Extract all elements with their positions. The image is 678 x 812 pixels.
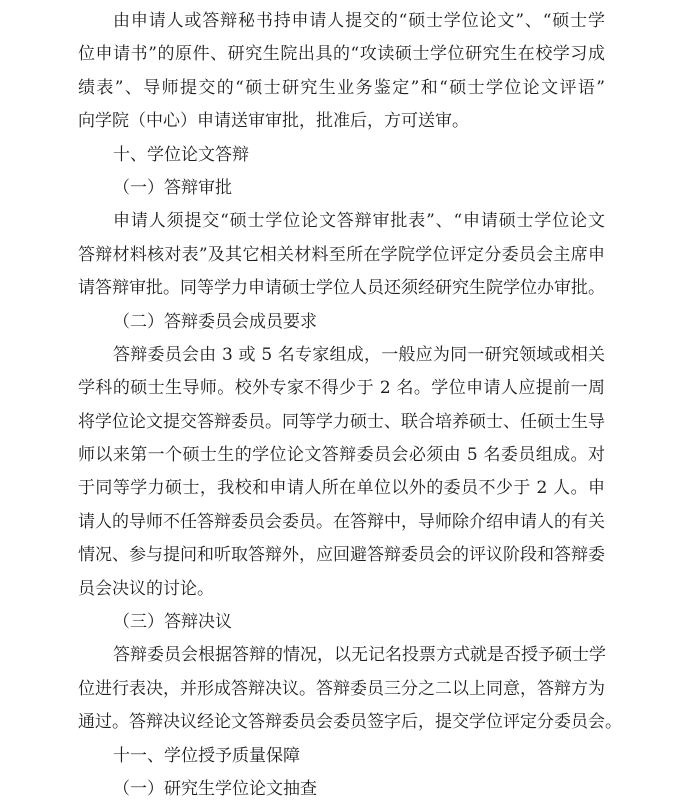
section-heading <box>78 773 605 806</box>
text-line: 由申请人或答辩秘书持申请人提交的“硕士学位论文”、“硕士学 <box>113 11 605 31</box>
document-body <box>78 5 622 806</box>
text-line: 师以来第一个硕士生的学位论文答辩委员会必须由 5 名委员组成。对 <box>78 445 605 466</box>
text-line: 情况、参与提问和听取答辩外，应回避答辩委员会的评议阶段和答辩委 <box>78 545 605 566</box>
text-line: 答辩材料核对表”及其它相关材料至所在学院学位评定分委员会主席申 <box>78 244 605 265</box>
text-line: 将学位论文提交答辩委员。同等学力硕士、联合培养硕士、任硕士生导 <box>78 411 605 432</box>
section-heading <box>78 606 605 639</box>
text-line: 位申请书”的原件、研究生院出具的“攻读硕士学位研究生在校学习成 <box>78 44 605 65</box>
paragraph <box>78 639 622 739</box>
text-line: 员会决议的讨论。 <box>78 578 214 599</box>
text-line: 请答辩审批。同等学力申请硕士学位人员还须经研究生院学位办审批。 <box>78 278 605 299</box>
text-line: （三）答辩决议 <box>113 612 232 633</box>
section-heading <box>78 306 605 339</box>
text-line: 位进行表决，并形成答辩决议。答辩委员三分之二以上同意，答辩方为 <box>78 678 605 699</box>
paragraph <box>78 5 605 139</box>
text-line: （二）答辩委员会成员要求 <box>113 311 317 332</box>
text-line: 答辩委员会根据答辩的情况，以无记名投票方式就是否授予硕士学 <box>113 645 606 666</box>
text-line: 答辩委员会由 3 或 5 名专家组成，一般应为同一研究领域或相关 <box>113 344 605 365</box>
text-line: 学科的硕士生导师。校外专家不得少于 2 名。学位申请人应提前一周 <box>78 378 605 399</box>
text-line: 绩表”、导师提交的“硕士研究生业务鉴定”和“硕士学位论文评语” <box>78 77 605 98</box>
text-line: （一）研究生学位论文抽查 <box>113 778 317 799</box>
section-heading <box>78 740 605 773</box>
text-line: 十一、学位授予质量保障 <box>113 745 300 766</box>
text-line: 十、学位论文答辩 <box>113 144 249 165</box>
paragraph <box>78 339 605 606</box>
text-line: 通过。答辩决议经论文答辩委员会委员签字后，提交学位评定分委员会。 <box>78 712 622 733</box>
text-line: 向学院（中心）申请送审审批，批准后，方可送审。 <box>78 111 469 132</box>
text-line: （一）答辩审批 <box>113 177 232 198</box>
text-line: 申请人须提交“硕士学位论文答辩审批表”、“申请硕士学位论文 <box>113 211 605 232</box>
text-line: 请人的导师不任答辩委员会委员。在答辩中，导师除介绍申请人的有关 <box>78 511 605 532</box>
text-line: 于同等学力硕士，我校和申请人所在单位以外的委员不少于 2 人。申 <box>78 478 605 499</box>
section-heading <box>78 172 605 205</box>
paragraph <box>78 205 605 305</box>
section-heading <box>78 139 605 172</box>
